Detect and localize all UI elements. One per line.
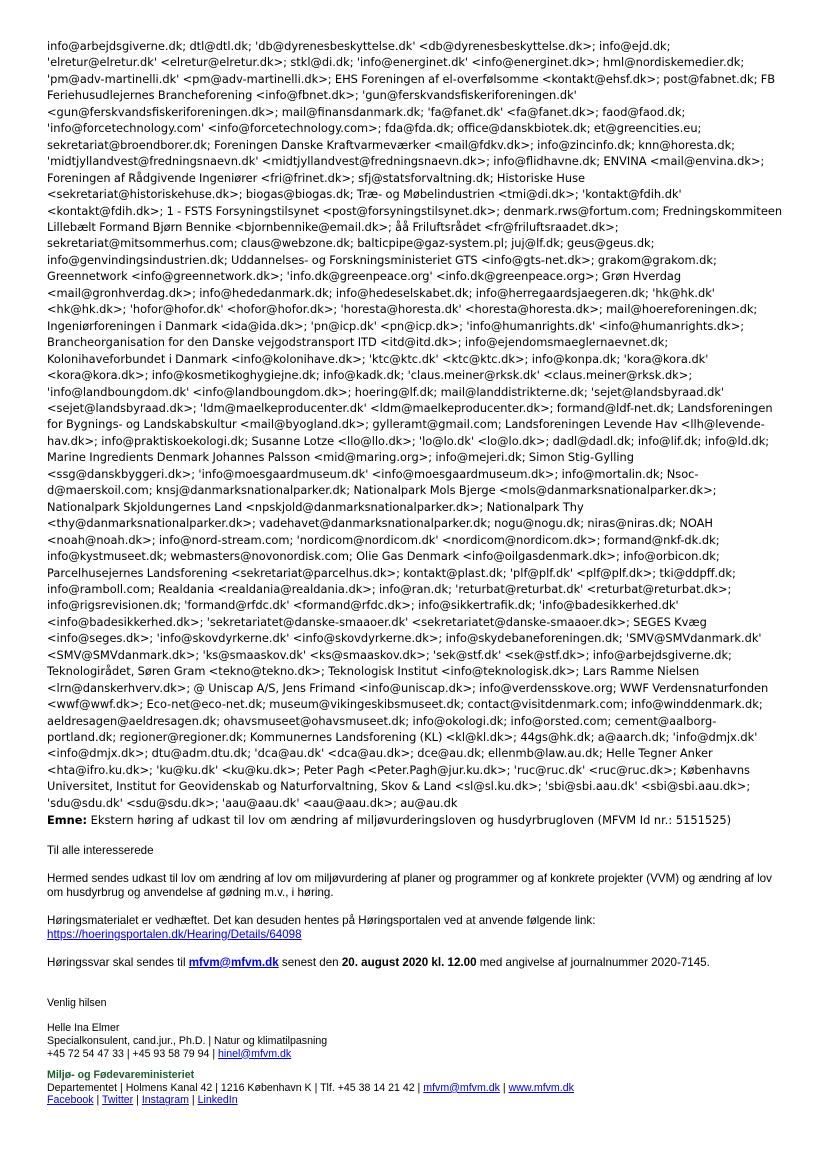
linkedin-link[interactable]: LinkedIn bbox=[197, 1094, 238, 1107]
deadline-mid-text: senest den bbox=[278, 955, 342, 969]
signature-phone-text: +45 72 54 47 33 | +45 93 58 79 94 | bbox=[47, 1047, 219, 1060]
deadline-pre-text: Høringssvar skal sendes til bbox=[47, 955, 189, 969]
twitter-link[interactable]: Twitter bbox=[101, 1094, 134, 1107]
social-separator: | bbox=[133, 1094, 142, 1107]
recipient-list: info@arbejdsgiverne.dk; dtl@dtl.dk; 'db@dyrenesbeskyttelse.dk' <db@dyrenesbeskyttelse.dk>; info@ejd.dk; 'elretur@elretur.dk' <elretur@elretur.dk>; stkl@di.dk; 'info@energinet.dk' <info@energinet.dk>; hml@nordiskemedier.dk; 'pm@adv-martinelli.dk' <pm@adv-martinelli.dk>; EHS Foreningen af el-overfølsomme <kontakt@ehsf.dk>; post@fabnet.dk; FB Feriehusudlejernes Brancheforening <info@fbnet.dk>; 'gun@ferskvandsfiskeriforeningen.dk' <gun@ferskvandsfiskeriforeningen.dk>; mail@finansdanmark.dk; 'fa@fanet.dk' <fa@fanet.dk>; faod@faod.dk; 'info@forcetechnology.com' <info@forcetechnology.com>; fda@fda.dk; office@danskbiotek.dk; et@greencities.eu; sekretariat@broendborer.dk; Foreningen Danske Kraftvarmeværker <mail@fdkv.dk>; info@zincinfo.dk; knn@horesta.dk; 'midtjyllandvest@fredningsnaevn.dk' <midtjyllandvest@fredningsnaevn.dk>; info@flidhavne.dk; ENVINA <mail@envina.dk>; Foreningen af Rådgivende Ingeniører <fri@frinet.dk>; sfj@statsforvaltning.dk; Historiske Huse <sekretariat@historiskehuse.dk>; biogas@biogas.dk; Træ- og Møbelindustrien <tmi@di.dk>; 'kontakt@fdih.dk' <kontakt@fdih.dk>; 1 - FSTS Forsyningstilsynet <post@forsyningstilsynet.dk>; denmark.rws@fortum.com; Fredningskommiteen Lillebælt Formand Bjørn Bennike <bjornbennike@email.dk>; åå Friluftsrådet <fr@friluftsraadet.dk>; sekretariat@mitsommerhus.com; claus@webzone.dk; balticpipe@gaz-system.pl; juj@lf.dk; geus@geus.dk; info@genvindingsindustrien.dk; Uddannelses- og Forskningsministeriet GTS <info@gts-net.dk>; grakom@grakom.dk; Greennetwork <info@greennetwork.dk>; 'info.dk@greenpeace.org' <info.dk@greenpeace.org>; Grøn Hverdag <mail@gronhverdag.dk>; info@hededanmark.dk; info@hedeselskabet.dk; info@herregaardsjaegeren.dk; 'hk@hk.dk' <hk@hk.dk>; 'hofor@hofor.dk' <hofor@hofor.dk>; 'horesta@horesta.dk' <horesta@horesta.dk>; mail@hoereforeningen.dk; Ingeniørforeningen i Danmark <ida@ida.dk>; 'pn@icp.dk' <pn@icp.dk>; 'info@humanrights.dk' <info@humanrights.dk>; Brancheorganisation for den Danske vejgodstransport ITD <itd@itd.dk>; info@ejendomsmaeglernaevnet.dk; Kolonihaveforbundet i Danmark <info@kolonihave.dk>; 'ktc@ktc.dk' <ktc@ktc.dk>; info@konpa.dk; 'kora@kora.dk' <kora@kora.dk>; info@kosmetikoghygiejne.dk; info@kadk.dk; 'claus.meiner@rksk.dk' <claus.meiner@rksk.dk>; 'info@landboungdom.dk' <info@landboungdom.dk>; hoering@lf.dk; mail@landdistrikterne.dk; 'sejet@landsbyraad.dk' <sejet@landsbyraad.dk>; 'ldm@maelkeproducenter.dk' <ldm@maelkeproducenter.dk>; formand@ldf-net.dk; Landsforeningen for Bygnings- og Landskabskultur <mail@byogland.dk>; gylleramt@gmail.com; Landsforeningen Levende Hav <llh@levende-hav.dk>; info@praktiskoekologi.dk; Susanne Lotze <llo@llo.dk>; 'lo@lo.dk' <lo@lo.dk>; dadl@dadl.dk; info@lif.dk; info@ld.dk; Marine Ingredients Denmark Johannes Palsson <mid@maring.org>; info@mejeri.dk; Simon Stig-Gylling <ssg@danskbyggeri.dk>; 'info@moesgaardmuseum.dk' <info@moesgaardmuseum.dk>; info@mortalin.dk; Nsoc-d@maerskoil.com; knsj@danmarksnationalparker.dk; Nationalpark Mols Bjerge <mols@danmarksnationalparker.dk>; Nationalpark Skjoldungernes Land <npskjold@danmarksnationalparker.dk>; Nationalpark Thy <thy@danmarksnationalparker.dk>; vadehavet@danmarksnationalparker.dk; nogu@nogu.dk; niras@niras.dk; NOAH <noah@noah.dk>; info@nord-stream.com; 'nordicom@nordicom.dk' <nordicom@nordicom.dk>; formand@nkf-dk.dk; info@kystmuseet.dk; webmasters@novonordisk.com; Olie Gas Denmark <info@oilgasdenmark.dk>; info@orbicon.dk; Parcelhusejernes Landsforening <sekretariat@parcelhus.dk>; kontakt@plast.dk; 'plf@plf.dk' <plf@plf.dk>; tki@ddpff.dk; info@ramboll.com; Realdania <realdania@realdania.dk>; info@ran.dk; 'returbat@returbat.dk' <returbat@returbat.dk>; info@rigsrevisionen.dk; 'formand@rfdc.dk' <formand@rfdc.dk>; info@sikkertrafik.dk; 'info@badesikkerhed.dk' <info@badesikkerhed.dk>; 'sekretariatet@danske-smaaoer.dk' <sekretariatet@danske-smaaoer.dk>; SEGES Kvæg <info@seges.dk>; 'info@skovdyrkerne.dk' <info@skovdyrkerne.dk>; info@skydebaneforeningen.dk; 'SMV@SMVdanmark.dk' <SMV@SMVdanmark.dk>; 'ks@smaaskov.dk' <ks@smaaskov.dk>; 'sek@stf.dk' <sek@stf.dk>; info@arbejdsgiverne.dk; Teknologirådet, Søren Gram <tekno@tekno.dk>; Teknologisk Institut <info@teknologisk.dk>; Lars Ramme Nielsen <lrn@danskerhverv.dk>; @ Uniscap A/S, Jens Frimand <info@uniscap.dk>; info@verdensskove.org; WWF Verdensnaturfonden <wwf@wwf.dk>; Eco-net@eco-net.dk; museum@vikingeskibsmuseet.dk; contact@visitdenmark.com; info@winddenmark.dk; aeldresagen@aeldresagen.dk; ohavsmuseet@ohavsmuseet.dk; info@okologi.dk; info@orsted.com; cement@aalborg-portland.dk; regioner@regioner.dk; Kommunernes Landsforening (KL) <kl@kl.dk>; 44gs@hk.dk; a@aarch.dk; 'info@dmjx.dk' <info@dmjx.dk>; dtu@adm.dtu.dk; 'dca@au.dk' <dca@au.dk>; dce@au.dk; ellenmb@law.au.dk; Helle Tegner Anker <hta@ifro.ku.dk>; 'ku@ku.dk' <ku@ku.dk>; Peter Pagh <Peter.Pagh@jur.ku.dk>; 'ruc@ruc.dk' <ruc@ruc.dk>; Københavns Universitet, Institut for Geovidenskab og Naturforvaltning, Skov & Land <sl@sl.ku.dk>; 'sbi@sbi.aau.dk' <sbi@sbi.aau.dk>; 'sdu@sdu.dk' <sdu@sdu.dk>; 'aau@aau.dk' <aau@aau.dk>; au@au.dk bbox=[47, 39, 783, 810]
ministry-name: Miljø- og Fødevareministeriet bbox=[47, 1069, 195, 1082]
signature-name: Helle Ina Elmer bbox=[47, 1022, 120, 1035]
ministry-address bbox=[47, 1082, 783, 1095]
email-page bbox=[47, 38, 783, 1107]
subject-label: Emne: bbox=[47, 813, 88, 828]
instagram-link[interactable]: Instagram bbox=[141, 1094, 189, 1107]
closing: Venlig hilsen bbox=[47, 996, 107, 1009]
social-links bbox=[47, 1094, 783, 1107]
greeting: Til alle interesserede bbox=[47, 843, 154, 857]
facebook-link[interactable]: Facebook bbox=[47, 1094, 94, 1107]
signature-title: Specialkonsulent, cand.jur., Ph.D. | Natur og klimatilpasning bbox=[47, 1034, 328, 1047]
deadline-post-text: med angivelse af journalnummer 2020-7145. bbox=[476, 955, 710, 969]
address-separator: | bbox=[499, 1081, 509, 1094]
paragraph-intro: Hermed sendes udkast til lov om ændring af lov om miljøvurdering af planer og programmer og af konkrete projekter (VVM) og ændring af lov om husdyrbrug og anvendelse af gødning m.v., i høring. bbox=[47, 871, 772, 899]
email-body bbox=[47, 844, 783, 970]
paragraph-material: Høringsmaterialet er vedhæftet. Det kan desuden hentes på Høringsportalen ved at anvende følgende link: bbox=[47, 913, 596, 927]
ministry-website-link[interactable]: www.mfvm.dk bbox=[508, 1081, 574, 1094]
signature-email-link[interactable]: hinel@mfvm.dk bbox=[218, 1047, 292, 1060]
signature-block bbox=[47, 997, 783, 1107]
social-separator: | bbox=[188, 1094, 198, 1107]
ministry-email-link[interactable]: mfvm@mfvm.dk bbox=[423, 1081, 500, 1094]
paragraph-deadline bbox=[47, 956, 783, 970]
deadline-date: 20. august 2020 kl. 12.00 bbox=[341, 955, 477, 969]
subject-line bbox=[47, 812, 783, 828]
social-separator: | bbox=[93, 1094, 102, 1107]
subject-text: Ekstern høring af udkast til lov om ændring af miljøvurderingsloven og husdyrbrugloven (MFVM Id nr.: 5151525) bbox=[87, 813, 732, 828]
signature-phones bbox=[47, 1048, 783, 1061]
hearing-portal-link[interactable]: https://hoeringsportalen.dk/Hearing/Details/64098 bbox=[47, 927, 302, 941]
deadline-email-link[interactable]: mfvm@mfvm.dk bbox=[188, 955, 279, 969]
address-text: Departementet | Holmens Kanal 42 | 1216 København K | Tlf. +45 38 14 21 42 | bbox=[47, 1081, 424, 1094]
